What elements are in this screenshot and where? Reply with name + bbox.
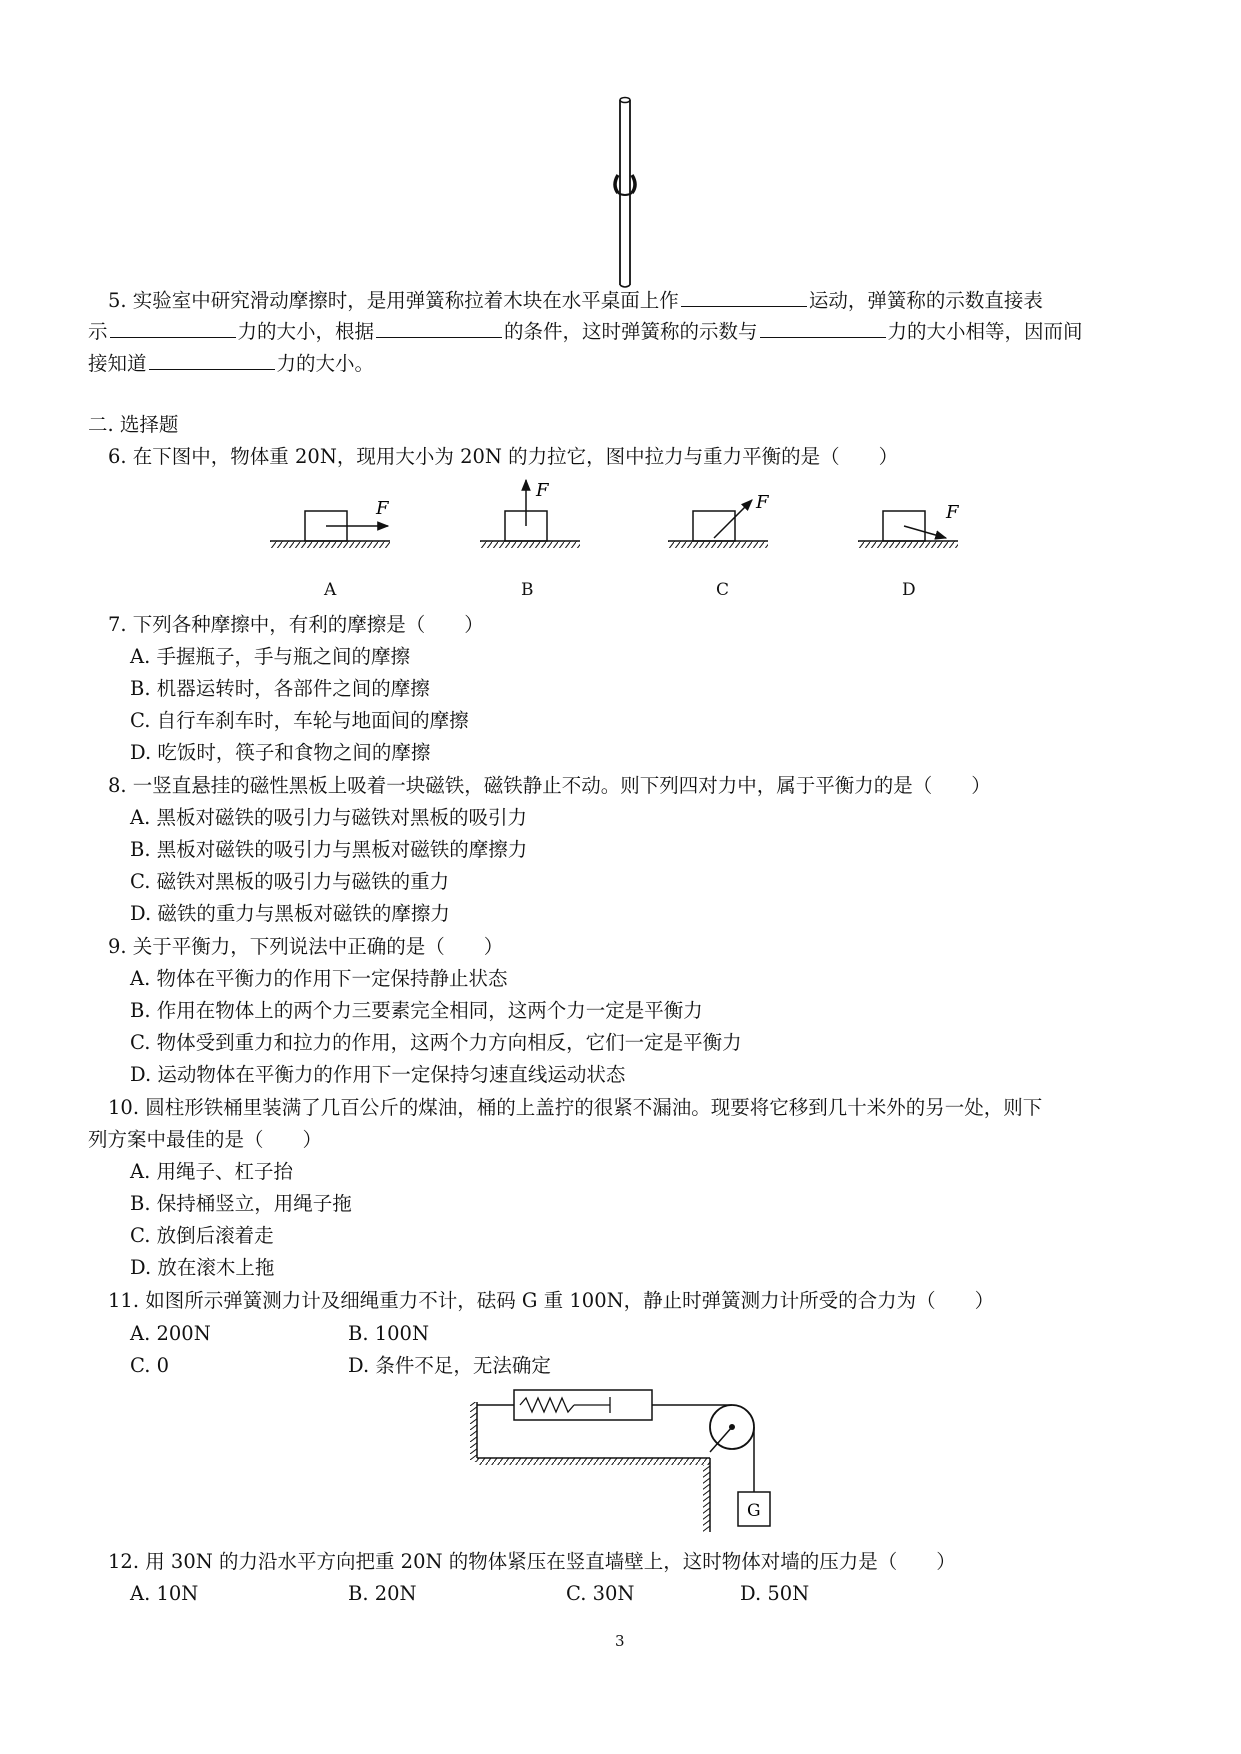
q9-option-b[interactable]: B. 作用在物体上的两个力三要素完全相同，这两个力一定是平衡力 [130,999,703,1022]
q12-option-a[interactable]: A. 10N [130,1582,199,1605]
q5-text: 力的大小，根据 [237,320,375,343]
q11-option-c[interactable]: C. 0 [130,1354,170,1377]
q8-option-d[interactable]: D. 磁铁的重力与黑板对磁铁的摩擦力 [130,902,450,925]
q6-figure-b [480,480,580,548]
q5-blank-4[interactable] [760,318,886,338]
q5-blank-1[interactable] [681,287,807,307]
q5-line-3 [88,350,374,376]
force-label-a: F [376,498,389,519]
q11-option-a[interactable]: A. 200N [130,1322,211,1345]
q7-option-d[interactable]: D. 吃饭时，筷子和食物之间的摩擦 [130,741,431,764]
q11-option-b[interactable]: B. 100N [348,1322,430,1345]
q5-text: 接知道 [88,352,147,375]
q6-figure-a [270,498,390,548]
q5-blank-2[interactable] [110,318,236,338]
q12-option-d[interactable]: D. 50N [740,1582,810,1605]
q12-option-c[interactable]: C. 30N [566,1582,635,1605]
q8-option-b[interactable]: B. 黑板对磁铁的吸引力与黑板对磁铁的摩擦力 [130,838,528,861]
q6-figure-d [858,502,960,548]
q11-pulley-figure [470,1382,780,1542]
q5-text: 力的大小。 [276,352,375,375]
page-number: 3 [615,1632,625,1650]
q5-text: 的条件，这时弹簧称的示数与 [504,320,758,343]
q5-blank-3[interactable] [376,318,502,338]
q6-label-b: B [521,580,534,600]
weight-label: G [747,1501,761,1521]
q10-option-d[interactable]: D. 放在滚木上拖 [130,1256,275,1279]
q6-label-d: D [902,580,916,600]
q7-option-b[interactable]: B. 机器运转时，各部件之间的摩擦 [130,677,430,700]
q10-stem-line-1: 10. 圆柱形铁桶里装满了几百公斤的煤油，桶的上盖拧的很紧不漏油。现要将它移到几十米外的另一处，则下 [108,1096,1043,1119]
q7-option-a[interactable]: A. 手握瓶子，手与瓶之间的摩擦 [130,645,410,668]
q6-figures [270,478,970,578]
q6-stem: 6. 在下图中，物体重 20N，现用大小为 20N 的力拉它，图中拉力与重力平衡的是（ ） [108,445,899,468]
q8-stem: 8. 一竖直悬挂的磁性黑板上吸着一块磁铁，磁铁静止不动。则下列四对力中，属于平衡力的是（ ） [108,774,991,797]
q7-stem: 7. 下列各种摩擦中，有利的摩擦是（ ） [108,613,484,636]
q9-option-a[interactable]: A. 物体在平衡力的作用下一定保持静止状态 [130,967,508,990]
q9-stem: 9. 关于平衡力，下列说法中正确的是（ ） [108,935,504,958]
q8-option-c[interactable]: C. 磁铁对黑板的吸引力与磁铁的重力 [130,870,450,893]
q8-option-a[interactable]: A. 黑板对磁铁的吸引力与磁铁对黑板的吸引力 [130,806,527,829]
q5-line-2 [88,318,1083,344]
q11-stem: 11. 如图所示弹簧测力计及细绳重力不计，砝码 G 重 100N，静止时弹簧测力计所受的合力为（ ） [108,1289,995,1312]
q11-option-d[interactable]: D. 条件不足，无法确定 [348,1354,551,1377]
force-label-b: F [536,480,549,501]
q12-option-b[interactable]: B. 20N [348,1582,417,1605]
section-title: 二. 选择题 [88,413,179,436]
force-label-c: F [756,492,769,513]
q10-option-a[interactable]: A. 用绳子、杠子抬 [130,1160,293,1183]
q9-option-c[interactable]: C. 物体受到重力和拉力的作用，这两个力方向相反，它们一定是平衡力 [130,1031,742,1054]
q10-option-c[interactable]: C. 放倒后滚着走 [130,1224,274,1247]
force-label-d: F [946,502,959,523]
q10-stem-line-2: 列方案中最佳的是（ ） [88,1128,323,1151]
rod-ring-figure [600,95,650,295]
q5-text: 运动，弹簧称的示数直接表 [808,289,1043,312]
q5-text: 5. 实验室中研究滑动摩擦时，是用弹簧称拉着木块在水平桌面上作 [108,289,679,312]
q7-option-c[interactable]: C. 自行车刹车时，车轮与地面间的摩擦 [130,709,469,732]
q5-blank-5[interactable] [149,350,275,370]
q12-stem: 12. 用 30N 的力沿水平方向把重 20N 的物体紧压在竖直墙壁上，这时物体对墙的压力是（ ） [108,1550,956,1573]
q6-figure-c [668,492,770,548]
q6-label-c: C [716,580,730,600]
q9-option-d[interactable]: D. 运动物体在平衡力的作用下一定保持匀速直线运动状态 [130,1063,626,1086]
q5-text: 力的大小相等，因而间 [887,320,1083,343]
q5-line-1 [108,287,1043,313]
q10-option-b[interactable]: B. 保持桶竖立，用绳子拖 [130,1192,352,1215]
q5-text: 示 [88,320,108,343]
q6-label-a: A [324,580,337,600]
